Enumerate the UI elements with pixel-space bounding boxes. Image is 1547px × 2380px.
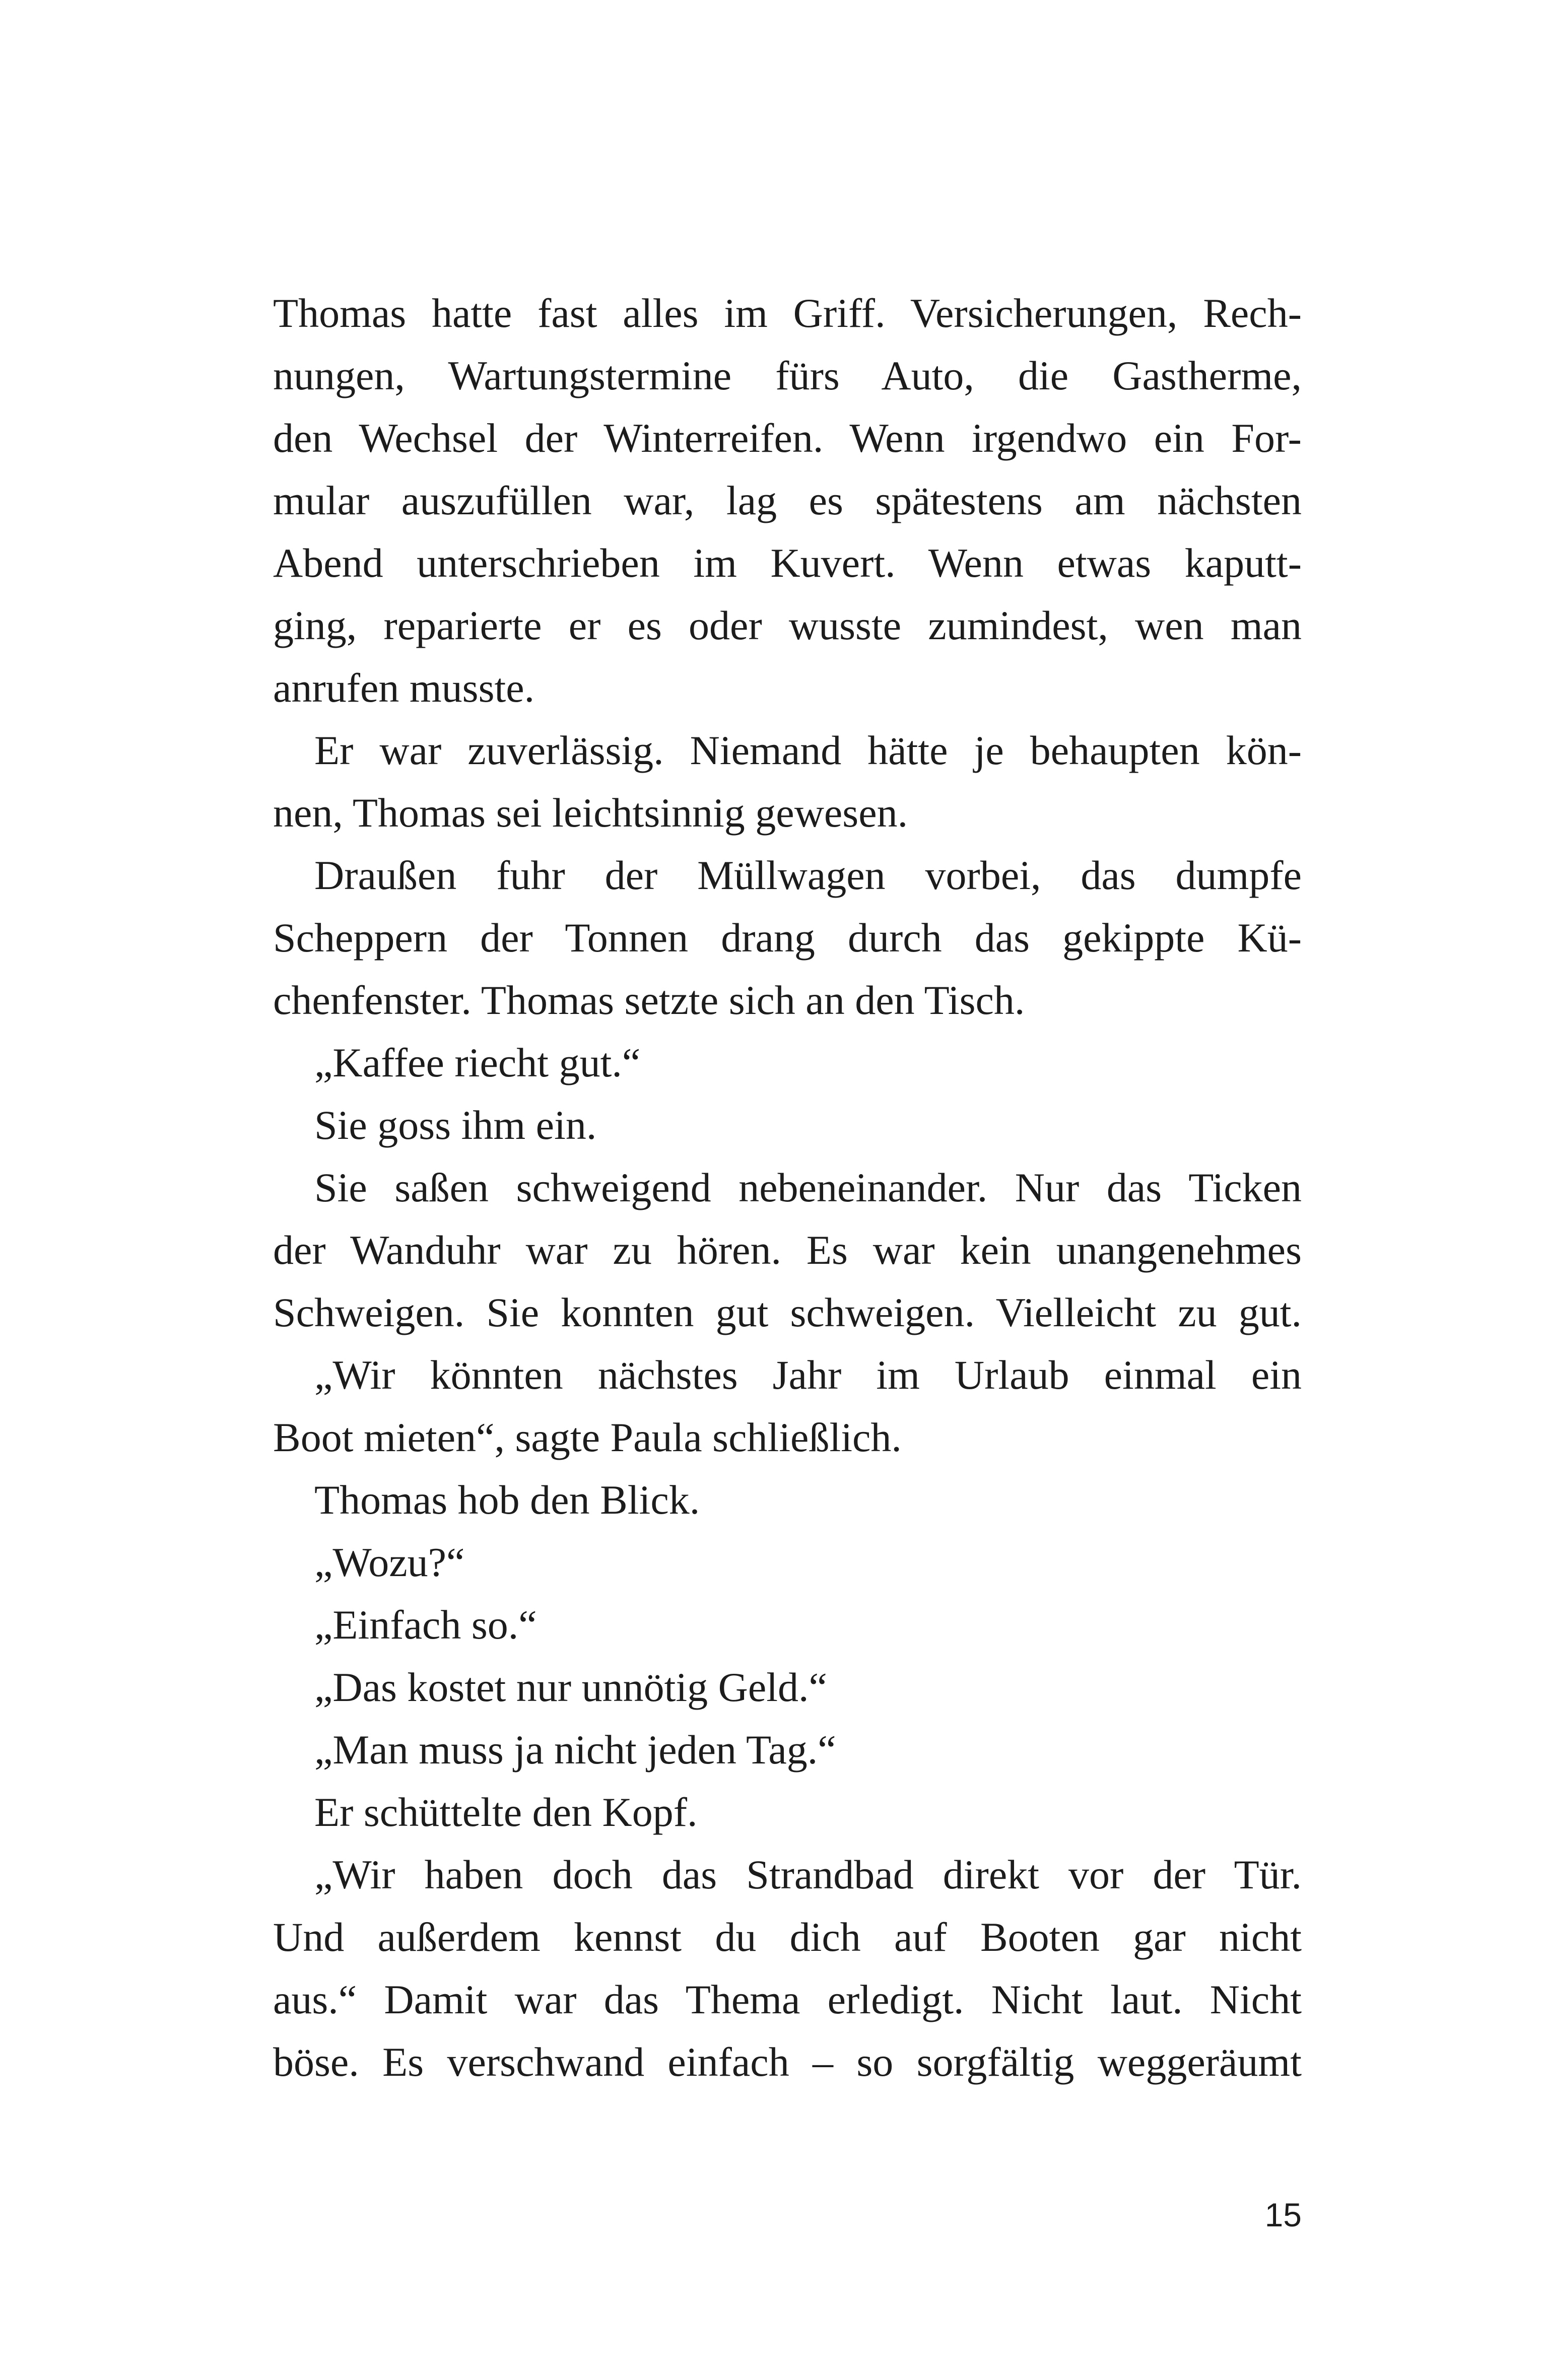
text-line: Er war zuverlässig. Niemand hätte je behaupten kön- xyxy=(314,727,1302,773)
text-line: nungen, Wartungstermine fürs Auto, die Gastherme, xyxy=(273,353,1302,398)
text-line: „Einfach so.“ xyxy=(314,1602,537,1648)
text-line: mular auszufüllen war, lag es spätestens am nächsten xyxy=(273,478,1302,523)
text-line: „Wir könnten nächstes Jahr im Urlaub einmal ein xyxy=(314,1352,1302,1398)
text-line: der Wanduhr war zu hören. Es war kein unangenehmes xyxy=(273,1227,1302,1273)
text-line: Thomas hob den Blick. xyxy=(314,1477,700,1523)
text-line: den Wechsel der Winterreifen. Wenn irgendwo ein For- xyxy=(273,415,1302,461)
text-line: „Kaffee riecht gut.“ xyxy=(314,1040,641,1085)
text-line: Er schüttelte den Kopf. xyxy=(314,1789,698,1835)
text-line: anrufen musste. xyxy=(273,665,535,711)
text-line: „Wir haben doch das Strandbad direkt vor der Tür. xyxy=(314,1852,1302,1897)
text-line: Schweigen. Sie konnten gut schweigen. Vielleicht zu gut. xyxy=(273,1289,1302,1335)
text-line: Und außerdem kennst du dich auf Booten gar nicht xyxy=(273,1914,1302,1960)
text-line: Sie saßen schweigend nebeneinander. Nur das Ticken xyxy=(314,1165,1302,1210)
text-line: Thomas hatte fast alles im Griff. Versicherungen, Rech- xyxy=(273,290,1302,336)
text-line: „Das kostet nur unnötig Geld.“ xyxy=(314,1664,827,1710)
text-line: Boot mieten“, sagte Paula schließlich. xyxy=(273,1414,902,1460)
text-line: Scheppern der Tonnen drang durch das gekippte Kü- xyxy=(273,915,1302,961)
page-number: 15 xyxy=(1264,2196,1302,2233)
text-line: böse. Es verschwand einfach – so sorgfältig weggeräumt xyxy=(273,2039,1302,2085)
text-line: Draußen fuhr der Müllwagen vorbei, das dumpfe xyxy=(314,852,1302,898)
text-line: Abend unterschrieben im Kuvert. Wenn etwas kaputt- xyxy=(273,540,1302,586)
text-line: aus.“ Damit war das Thema erledigt. Nicht laut. Nicht xyxy=(273,1977,1302,2022)
text-line: ging, reparierte er es oder wusste zumindest, wen man xyxy=(273,602,1302,648)
text-line: „Wozu?“ xyxy=(314,1539,465,1585)
text-line: Sie goss ihm ein. xyxy=(314,1102,597,1148)
text-line: chenfenster. Thomas setzte sich an den Tisch. xyxy=(273,977,1025,1023)
text-line: „Man muss ja nicht jeden Tag.“ xyxy=(314,1727,836,1773)
text-line: nen, Thomas sei leichtsinnig gewesen. xyxy=(273,790,908,836)
body-text xyxy=(273,282,1302,2093)
